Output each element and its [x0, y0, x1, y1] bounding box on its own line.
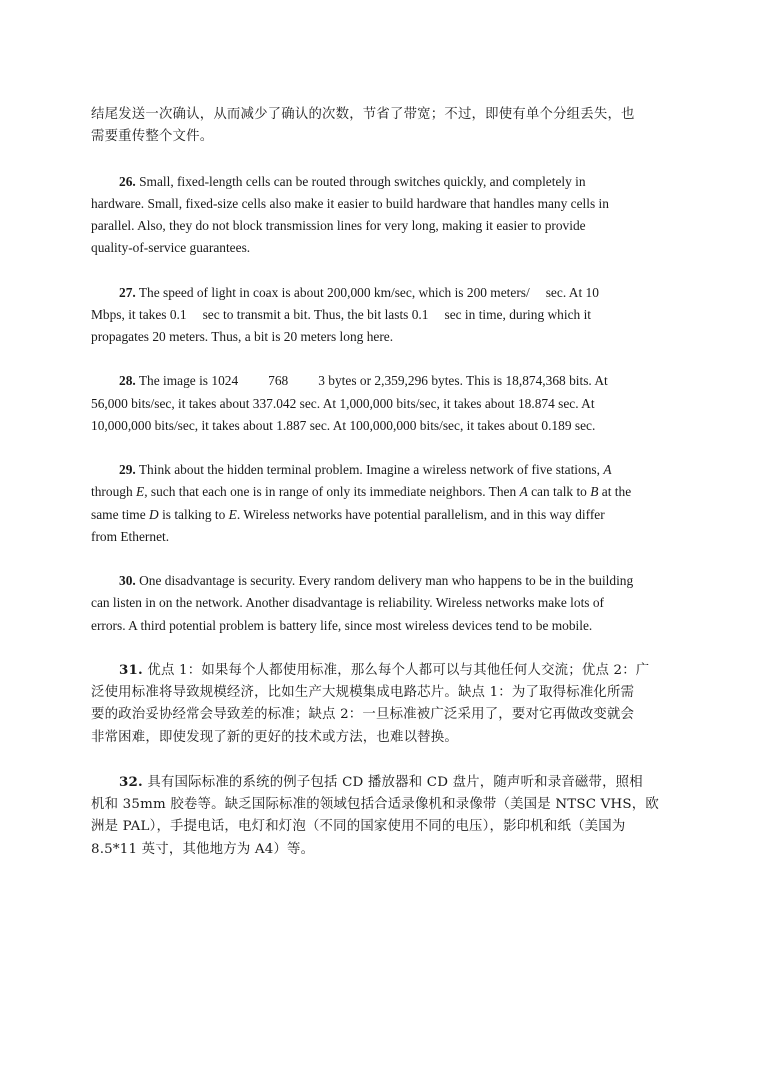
text-line — [91, 171, 673, 193]
text-span: Think about the hidden terminal problem. Imagine a wireless network of five stations, — [138, 462, 600, 478]
text-span: through — [91, 484, 133, 500]
italic-variable: E — [136, 484, 145, 500]
paragraph-27 — [91, 282, 673, 349]
text-line: 结尾发送一次确认，从而减少了确认的次数，节省了带宽；不过，即使有单个分组丢失，也 — [91, 107, 635, 122]
text-line: 机和 35mm 胶卷等。缺乏国际标准的领域包括合适录像机和录像带（美国是 NTSC VHS，欧 — [91, 797, 659, 813]
text-line: propagates 20 meters. Thus, a bit is 20 meters long here. — [91, 329, 394, 344]
paragraph-25-continuation — [91, 104, 673, 148]
text-line — [91, 481, 673, 503]
text-line: 泛使用标准将导致规模经济，比如生产大规模集成电路芯片。缺点 1：为了取得标准化所需 — [91, 685, 635, 701]
text-line: 10,000,000 bits/sec, it takes about 1.887 sec. At 100,000,000 bits/sec, it takes about 0.189 sec. — [91, 417, 596, 433]
text-span: sec to transmit a bit. Thus, the bit lasts 0.1 — [202, 306, 429, 322]
question-number: 28. — [119, 373, 136, 389]
paragraph-32 — [91, 771, 673, 861]
text-span: Mbps, it takes 0.1 — [91, 306, 187, 322]
question-number: 29. — [119, 462, 136, 478]
text-span: sec in time, during which it — [444, 306, 592, 322]
text-span: 768 — [268, 373, 289, 389]
text-span: at the — [601, 484, 632, 500]
text-span: One disadvantage is security. Every random delivery man who happens to be in the building — [139, 573, 634, 589]
text-span: 3 bytes or 2,359,296 bytes. This is 18,874,368 bits. At — [318, 373, 608, 389]
document-body — [91, 104, 673, 883]
italic-variable: B — [590, 484, 599, 500]
paragraph-28 — [91, 370, 673, 437]
text-line: 非常困难，即使发现了新的更好的技术或方法，也难以替换。 — [91, 729, 458, 745]
text-span: is talking to — [162, 506, 226, 522]
text-span: same time — [91, 506, 146, 522]
text-span: The image is 1024 — [138, 373, 239, 389]
text-line — [91, 570, 673, 592]
text-line — [91, 370, 673, 392]
text-line: 8.5*11 英寸，其他地方为 A4）等。 — [91, 841, 315, 857]
text-line — [91, 771, 673, 794]
text-span: can talk to — [531, 484, 587, 500]
text-line: hardware. Small, fixed-size cells also make it easier to build hardware that handles many cells in — [91, 195, 609, 211]
text-line: can listen in on the network. Another disadvantage is reliability. Wireless networks make lots of — [91, 595, 605, 611]
text-span: The speed of light in coax is about 200,000 km/sec, which is 200 meters/ — [138, 284, 530, 300]
paragraph-31 — [91, 659, 673, 749]
text-line — [91, 459, 673, 481]
question-number: 27. — [119, 284, 136, 300]
text-line — [91, 659, 673, 682]
text-line: quality-of-service guarantees. — [91, 240, 251, 256]
italic-variable: E — [228, 506, 237, 522]
text-line: 洲是 PAL），手提电话，电灯和灯泡（不同的国家使用不同的电压），影印机和纸（美国为 — [91, 819, 626, 835]
paragraph-26 — [91, 171, 673, 260]
paragraph-30 — [91, 570, 673, 637]
text-line: from Ethernet. — [91, 528, 170, 544]
question-number: 26. — [119, 173, 136, 189]
text-span: , such that each one is in range of only its immediate neighbors. Then — [144, 484, 517, 500]
text-line: parallel. Also, they do not block transmission lines for very long, making it easier to provide — [91, 218, 586, 233]
italic-variable: D — [149, 506, 159, 522]
italic-variable: A — [519, 484, 528, 500]
text-line: 需要重传整个文件。 — [91, 129, 214, 145]
text-line: 56,000 bits/sec, it takes about 337.042 sec. At 1,000,000 bits/sec, it takes about 18.874 sec. At — [91, 395, 595, 411]
text-span: sec. At 10 — [545, 284, 599, 300]
question-number: 30. — [119, 573, 136, 589]
text-line — [91, 504, 673, 526]
text-line: errors. A third potential problem is battery life, since most wireless devices tend to be mobile. — [91, 617, 593, 633]
paragraph-29 — [91, 459, 673, 548]
text-span: . Wireless networks have potential parallelism, and in this way differ — [236, 506, 605, 522]
text-line — [91, 304, 673, 326]
question-number: 32. — [119, 773, 143, 790]
text-line — [91, 282, 673, 304]
text-span: Small, fixed-length cells can be routed through switches quickly, and completely in — [139, 173, 586, 189]
italic-variable: A — [603, 462, 612, 478]
text-span: 具有国际标准的系统的例子包括 CD 播放器和 CD 盘片，随声听和录音磁带，照相 — [147, 774, 643, 790]
text-span: 优点 1：如果每个人都使用标准，那么每个人都可以与其他任何人交流；优点 2：广 — [147, 662, 650, 678]
text-line: 要的政治妥协经常会导致差的标准；缺点 2：一旦标准被广泛采用了，要对它再做改变就会 — [91, 707, 635, 723]
question-number: 31. — [119, 661, 143, 678]
